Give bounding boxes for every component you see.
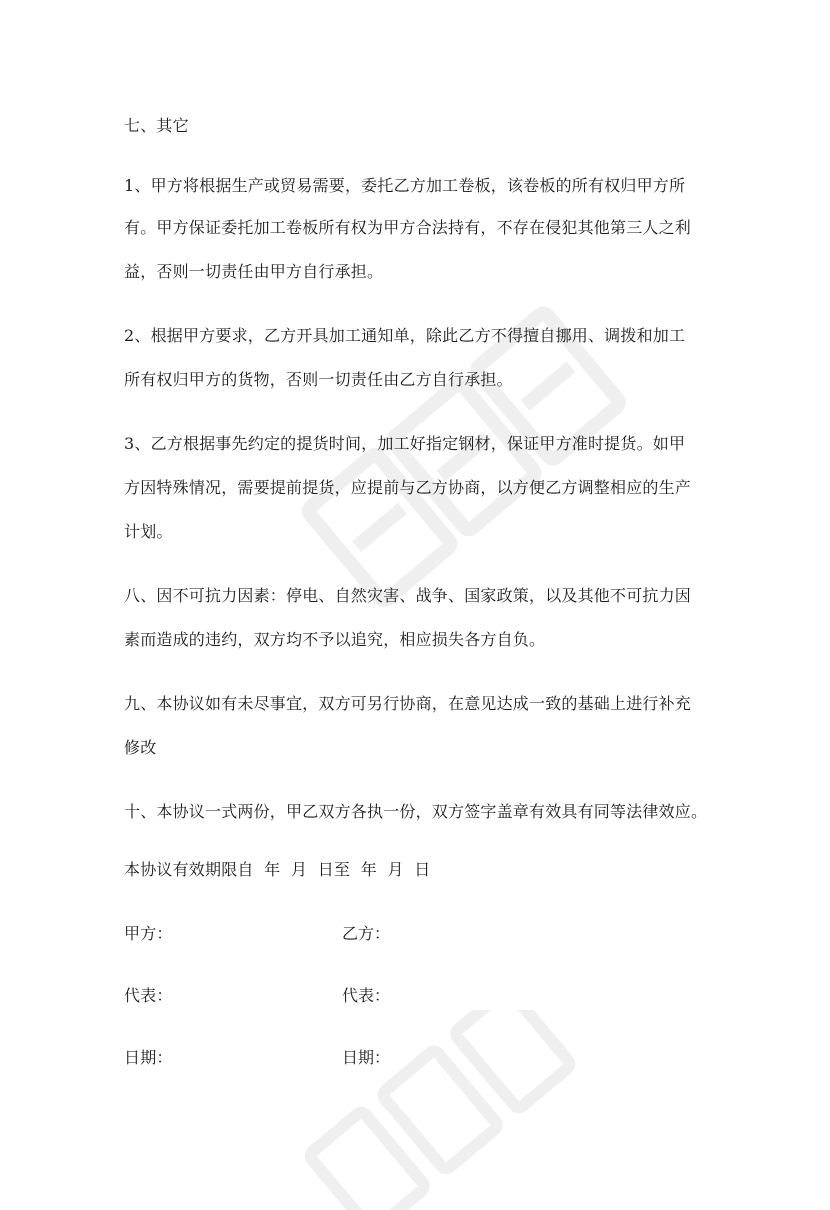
section-9-line-2: 修改 (124, 738, 157, 757)
section-9-line-1: 九、本协议如有未尽事宜，双方可另行协商，在意见达成一致的基础上进行补充 (124, 694, 692, 713)
watermark-logo (250, 250, 670, 670)
clause-3-line-1: 3、乙方根据事先约定的提货时间，加工好指定钢材，保证甲方准时提货。如甲 (124, 434, 686, 453)
clause-2-line-2: 所有权归甲方的货物，否则一切责任由乙方自行承担。 (124, 370, 513, 389)
clause-3-line-3: 计划。 (124, 522, 173, 541)
clause-1-line-1: 1、甲方将根据生产或贸易需要，委托乙方加工卷板，该卷板的所有权归甲方所 (124, 176, 686, 195)
clause-2-line-1: 2、根据甲方要求，乙方开具加工通知单，除此乙方不得擅自挪用、调拨和加工 (124, 326, 686, 345)
representative-a-label: 代表： (124, 986, 173, 1005)
watermark-logo-bottom (270, 1010, 610, 1210)
section-7-heading: 七、其它 (124, 116, 189, 135)
party-b-label: 乙方： (342, 924, 391, 943)
date-b-label: 日期： (342, 1048, 391, 1067)
validity-period: 本协议有效期限自 年 月 日至 年 月 日 (124, 860, 431, 879)
representative-b-label: 代表： (342, 986, 391, 1005)
party-a-label: 甲方： (124, 924, 173, 943)
section-8-line-2: 素而造成的违约，双方均不予以追究，相应损失各方自负。 (124, 630, 546, 649)
clause-3-line-2: 方因特殊情况，需要提前提货，应提前与乙方协商，以方便乙方调整相应的生产 (124, 478, 692, 497)
clause-1-line-2: 有。甲方保证委托加工卷板所有权为甲方合法持有，不存在侵犯其他第三人之利 (124, 218, 692, 237)
clause-1-line-3: 益，否则一切责任由甲方自行承担。 (124, 262, 384, 281)
date-a-label: 日期： (124, 1048, 173, 1067)
section-8-line-1: 八、因不可抗力因素：停电、自然灾害、战争、国家政策，以及其他不可抗力因 (124, 586, 692, 605)
section-10: 十、本协议一式两份，甲乙双方各执一份，双方签字盖章有效具有同等法律效应。 (124, 802, 708, 821)
